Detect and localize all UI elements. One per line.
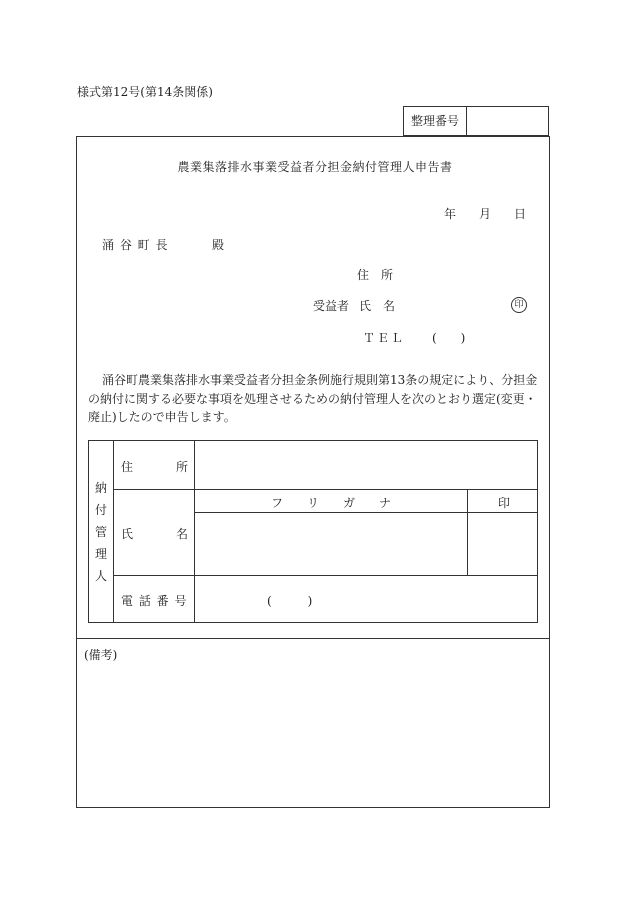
- agent-phone-parens: ( ): [267, 594, 313, 608]
- form-title: 農業集落排水事業受益者分担金納付管理人申告書: [177, 160, 453, 174]
- applicant-tel-parens: ( ): [432, 331, 466, 345]
- date-year-label: 年: [444, 207, 457, 221]
- reference-number-label: 整理番号: [404, 107, 467, 135]
- divider: [467, 490, 468, 575]
- agent-address-label: 所: [176, 460, 189, 474]
- remarks-label: (備考): [84, 648, 118, 662]
- remarks-field[interactable]: [77, 664, 549, 806]
- agent-address-label: 住: [121, 460, 134, 474]
- seal-mark: 印: [511, 297, 527, 313]
- recipient-name: 涌 谷 町 長: [102, 238, 169, 252]
- agent-phone-field[interactable]: [195, 576, 537, 622]
- reference-number-field[interactable]: [467, 107, 548, 135]
- remarks-divider: [76, 638, 550, 639]
- date-month-label: 月: [479, 207, 492, 221]
- agent-address-field[interactable]: [195, 441, 537, 489]
- applicant-tel-label: ＴＥＬ: [363, 331, 406, 345]
- recipient-honorific: 殿: [212, 238, 225, 252]
- agent-name-field[interactable]: [195, 513, 467, 575]
- divider: [113, 489, 537, 490]
- agent-phone-label: 電 話 番 号: [121, 594, 188, 608]
- agent-name-label: 氏: [121, 527, 134, 541]
- divider: [113, 441, 114, 622]
- reference-number-box: [403, 106, 549, 136]
- agent-name-label: 名: [176, 527, 189, 541]
- applicant-group-label: 受益者: [313, 299, 350, 313]
- furigana-label: フ リ ガ ナ: [271, 496, 392, 510]
- form-number-label: 様式第12号(第14条関係): [77, 85, 213, 99]
- declaration-text: 涌谷町農業集落排水事業受益者分担金条例施行規則第13条の規定により、分担金の納付に関する必要な事項を処理させるための納付管理人を次のとおり選定(変更・廃止)したので申告します。: [88, 373, 538, 424]
- agent-table: [88, 440, 538, 623]
- applicant-address-label: 住 所: [357, 268, 394, 282]
- agent-seal-label: 印: [498, 496, 511, 510]
- agent-side-label: 納 付 管 理 人: [94, 480, 107, 583]
- applicant-name-label: 氏 名: [359, 299, 396, 313]
- date-day-label: 日: [514, 207, 527, 221]
